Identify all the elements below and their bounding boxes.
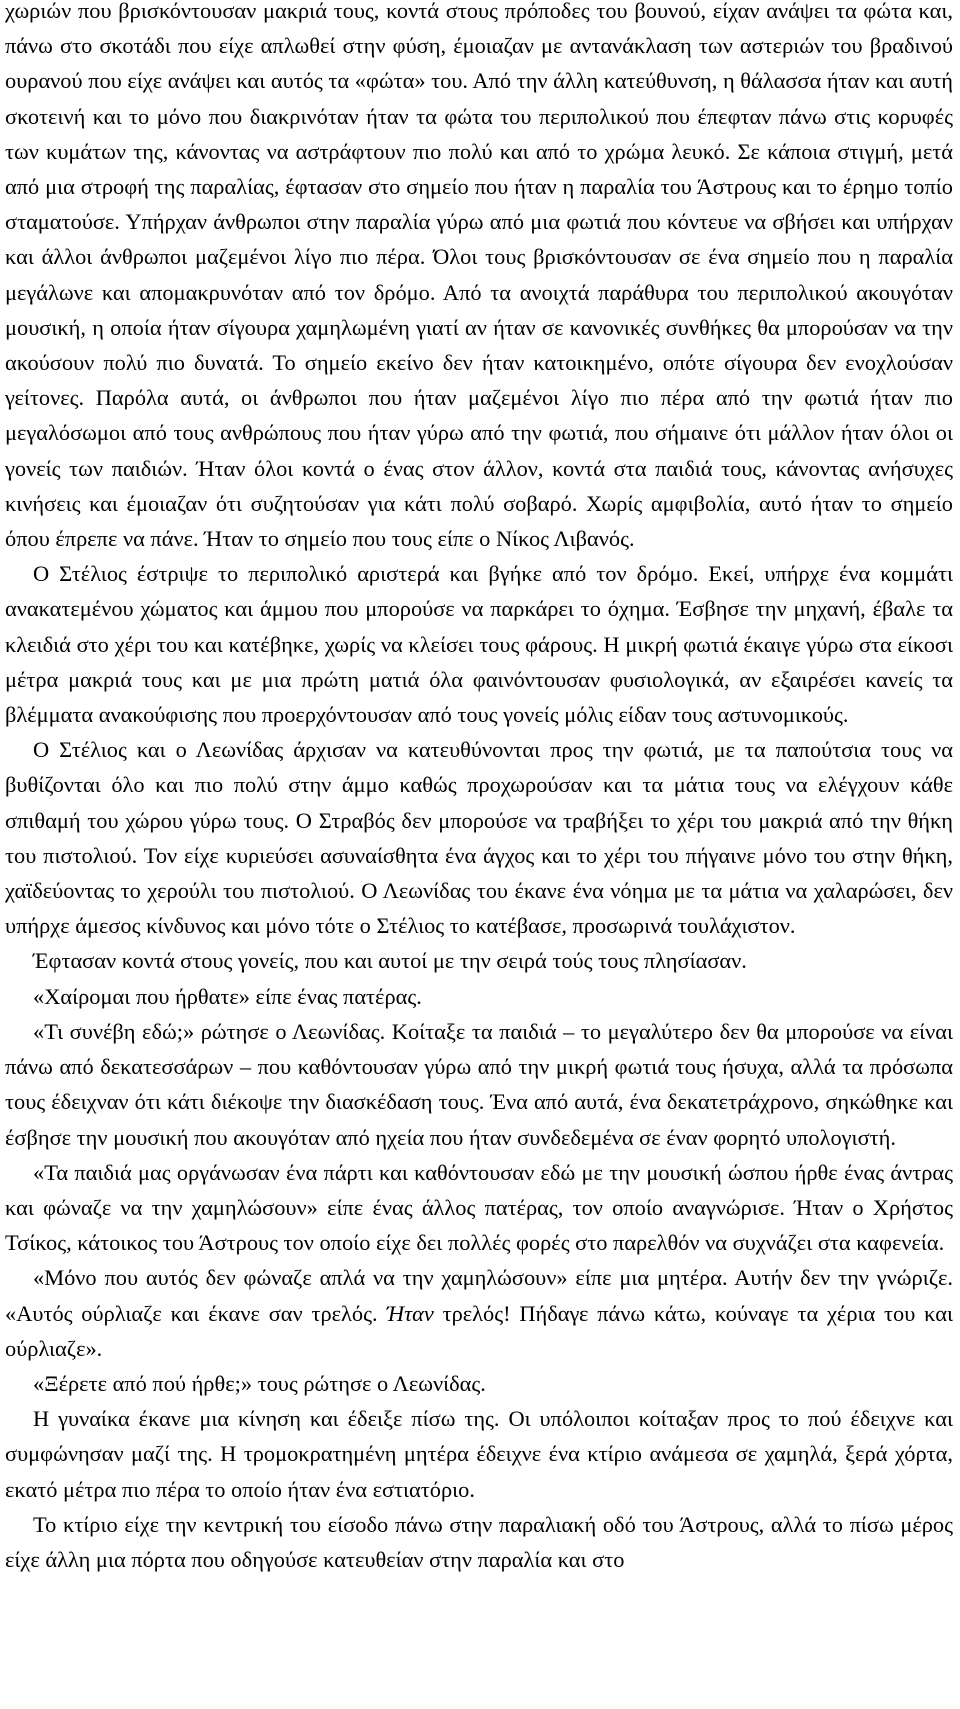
paragraph: Έφτασαν κοντά στους γονείς, που και αυτοί με την σειρά τούς τους πλησίασαν. bbox=[33, 948, 747, 974]
paragraph: Ο Στέλιος έστριψε το περιπολικό αριστερά και βγήκε από τον δρόμο. Εκεί, υπήρχε ένα κομμάτι ανακατεμένου χώματος και άμμου που μπορούσε να παρκάρει το όχημα. Έσβησε την μηχανή, έβαλε τα κλειδιά στο χέρι του και κατέβηκε, χωρίς να κλείσει τους φάρους. Η μικρή φωτιά έκαιγε γύρω στα είκοσι μέτρα μακριά τους και με μια πρώτη ματιά όλα φαινόντουσαν φυσιολογικά, αν εξαιρέσει κανείς τα βλέμματα ανακούφισης που προερχόντουσαν από τους γονείς μόλις είδαν τους αστυνομικούς. bbox=[5, 561, 953, 728]
paragraph: Η γυναίκα έκανε μια κίνηση και έδειξε πίσω της. Οι υπόλοιποι κοίταξαν προς το πού έδειχνε και συμφώνησαν μαζί της. Η τρομοκρατημένη μητέρα έδειχνε ένα κτίριο ανάμεσα σε χαμηλά, ξερά χόρτα, εκατό μέτρα πιο πέρα το οποίο ήταν ένα εστιατόριο. bbox=[5, 1406, 953, 1502]
paragraph bbox=[5, 1260, 953, 1366]
paragraph: Ο Στέλιος και ο Λεωνίδας άρχισαν να κατευθύνονται προς την φωτιά, με τα παπούτσια τους να βυθίζονται όλο και πιο πολύ στην άμμο καθώς προχωρούσαν και τα μάτια τους να ελέγχουν κάθε σπιθαμή του χώρου γύρω τους. Ο Στραβός δεν μπορούσε να τραβήξει το χέρι του μακριά από την θήκη του πιστολιού. Τον είχε κυριεύσει ασυναίσθητα ένα άγχος και το χέρι του πήγαινε μόνο του στην θήκη, χαϊδεύοντας το χερούλι του πιστολιού. Ο Λεωνίδας του έκανε ένα νόημα με τα μάτια να χαλαρώσει, δεν υπήρχε άμεσος κίνδυνος και μόνο τότε ο Στέλιος το κατέβασε, προσωρινά τουλάχιστον. bbox=[5, 737, 953, 939]
paragraph: «Τι συνέβη εδώ;» ρώτησε ο Λεωνίδας. Κοίταξε τα παιδιά – το μεγαλύτερο δεν θα μπορούσε να είναι πάνω από δεκατεσσάρων – που καθόντουσαν γύρω από την μικρή φωτιά τους ήσυχα, αλλά τα πρόσωπα τους έδειχναν ότι κάτι διέκοψε την διασκέδαση τους. Ένα από αυτά, ένα δεκατετράχρονο, σηκώθηκε και έσβησε την μουσική που ακουγόταν από ηχεία που ήταν συνδεδεμένα σε έναν φορητό υπολογιστή. bbox=[5, 1018, 953, 1150]
paragraph: «Τα παιδιά μας οργάνωσαν ένα πάρτι και καθόντουσαν εδώ με την μουσική ώσπου ήρθε ένας άντρας και φώναζε να την χαμηλώσουν» είπε ένας άλλος πατέρας, τον οποίο αναγνώρισε. Ήταν ο Χρήστος Τσίκος, κάτοικος του Άστρους τον οποίο είχε δει πολλές φορές στο παρελθόν να συχνάζει στα καφενεία. bbox=[5, 1159, 953, 1256]
paragraph: χωριών που βρισκόντουσαν μακριά τους, κοντά στους πρόποδες του βουνού, είχαν ανάψει τα φώτα και, πάνω στο σκοτάδι που είχε απλωθεί στην φύση, έμοιαζαν με αντανάκλαση των αστεριών του βραδινού ουρανού που είχε ανάψει και αυτός τα «φώτα» του. Από την άλλη κατεύθυνση, η θάλασσα ήταν και αυτή σκοτεινή και το μόνο που διακρινόταν ήταν τα φώτα του περιπολικού που έπεφταν πάνω στις κορυφές των κυμάτων της, κάνοντας να αστράφτουν πιο πολύ και από το χρώμα λευκό. Σε κάποια στιγμή, μετά από μια στροφή της παραλίας, έφτασαν στο σημείο που ήταν η παραλία του Άστρους και το έρημο τοπίο σταματούσε. Υπήρχαν άνθρωποι στην παραλία γύρω από μια φωτιά που κόντευε να σβήσει και υπήρχαν και άλλοι άνθρωποι μαζεμένοι λίγο πιο πέρα. Όλοι τους βρισκόντουσαν σε ένα σημείο που η παραλία μεγάλωνε και απομακρυνόταν από τον δρόμο. Από τα ανοιχτά παράθυρα του περιπολικού ακουγόταν μουσική, η οποία ήταν σίγουρα χαμηλωμένη γιατί αν ήταν σε κανονικές συνθήκες θα μπορούσαν να την ακούσουν πολύ πιο δυνατά. Το σημείο εκείνο δεν ήταν κατοικημένο, οπότε σίγουρα δεν ενοχλούσαν γείτονες. Παρόλα αυτά, οι άνθρωποι που ήταν μαζεμένοι λίγο πιο πέρα από την φωτιά ήταν πιο μεγαλόσωμοι από τους ανθρώπους που ήταν γύρω από την φωτιά, που σήμαινε ότι μάλλον ήταν όλοι οι γονείς των παιδιών. Ήταν όλοι κοντά ο ένας στον άλλον, κοντά στα παιδιά τους, κάνοντας ανήσυχες κινήσεις και έμοιαζαν ότι συζητούσαν για κάτι πολύ σοβαρό. Χωρίς αμφιβολία, αυτό ήταν το σημείο όπου έπρεπε να πάνε. Ήταν το σημείο που τους είπε ο Νίκος Λιβανός. bbox=[5, 0, 953, 552]
paragraph-text: τρελός! Πήδαγε πάνω κάτω, κούναγε τα χέρια του και ούρλιαζε». bbox=[5, 1300, 953, 1361]
paragraph: Το κτίριο είχε την κεντρική του είσοδο πάνω στην παραλιακή οδό του Άστρους, αλλά το πίσω μέρος είχε άλλη μια πόρτα που οδηγούσε κατευθείαν στην παραλία και στο bbox=[5, 1511, 953, 1572]
paragraph-text: «Μόνο που αυτός δεν φώναζε απλά να την χαμηλώσουν» είπε μια μητέρα. Αυτήν δεν την γνώριζε. «Αυτός ούρλιαζε και έκανε σαν τρελός. bbox=[5, 1265, 953, 1326]
paragraph: «Χαίρομαι που ήρθατε» είπε ένας πατέρας. bbox=[33, 983, 422, 1009]
paragraph: «Ξέρετε από πού ήρθε;» τους ρώτησε ο Λεωνίδας. bbox=[33, 1370, 486, 1396]
emphasized-word: Ήταν bbox=[386, 1300, 434, 1326]
